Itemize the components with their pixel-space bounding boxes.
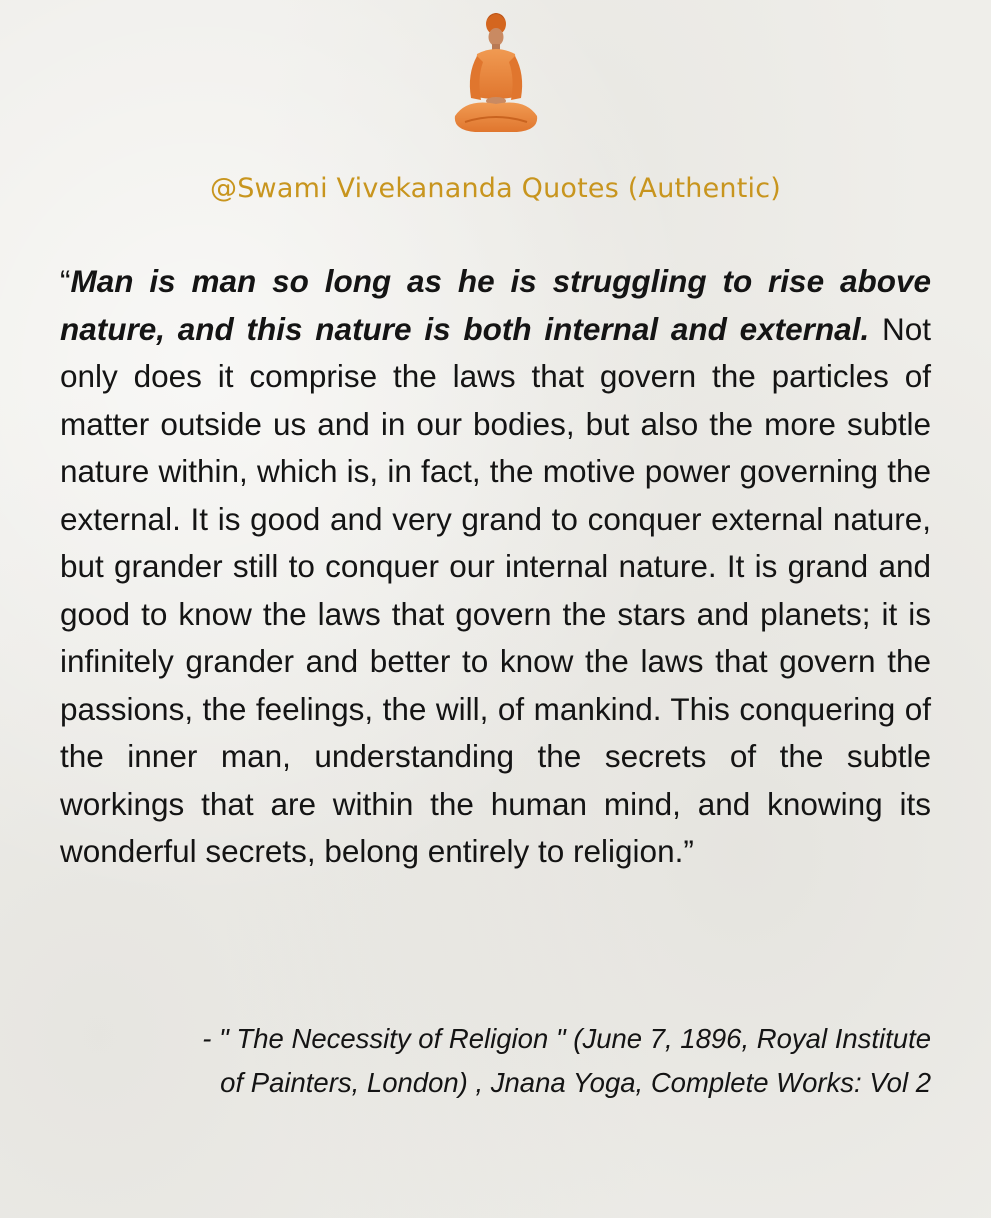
quote-text bbox=[60, 258, 931, 876]
source-line-2: of Painters, London) , Jnana Yoga, Complete Works: Vol 2 bbox=[220, 1067, 931, 1098]
source-line-1: - " The Necessity of Religion " (June 7, 1896, Royal Institute bbox=[202, 1023, 931, 1054]
quote-source bbox=[91, 1017, 931, 1105]
channel-handle: @Swami Vivekananda Quotes (Authentic) bbox=[210, 173, 781, 204]
meditating-figure-icon bbox=[447, 4, 545, 136]
quote-emphasis: Man is man so long as he is struggling to rise above nature, and this nature is both internal and external. bbox=[60, 263, 931, 347]
quote-body: Not only does it comprise the laws that govern the particles of matter outside us and in our bodies, but also the more subtle nature within, which is, in fact, the motive power governing the external. It is good and very grand to conquer external nature, but grander still to conquer our internal nature. It is grand and good to know the laws that govern the stars and planets; it is infinitely grander and better to know the laws that govern the passions, the feelings, the will, of mankind. This conquering of the inner man, understanding the secrets of the subtle workings that are within the human mind, and knowing its wonderful secrets, belong entirely to religion. bbox=[60, 310, 931, 869]
close-quote-mark: ” bbox=[683, 833, 694, 869]
open-quote-mark: “ bbox=[60, 263, 71, 299]
